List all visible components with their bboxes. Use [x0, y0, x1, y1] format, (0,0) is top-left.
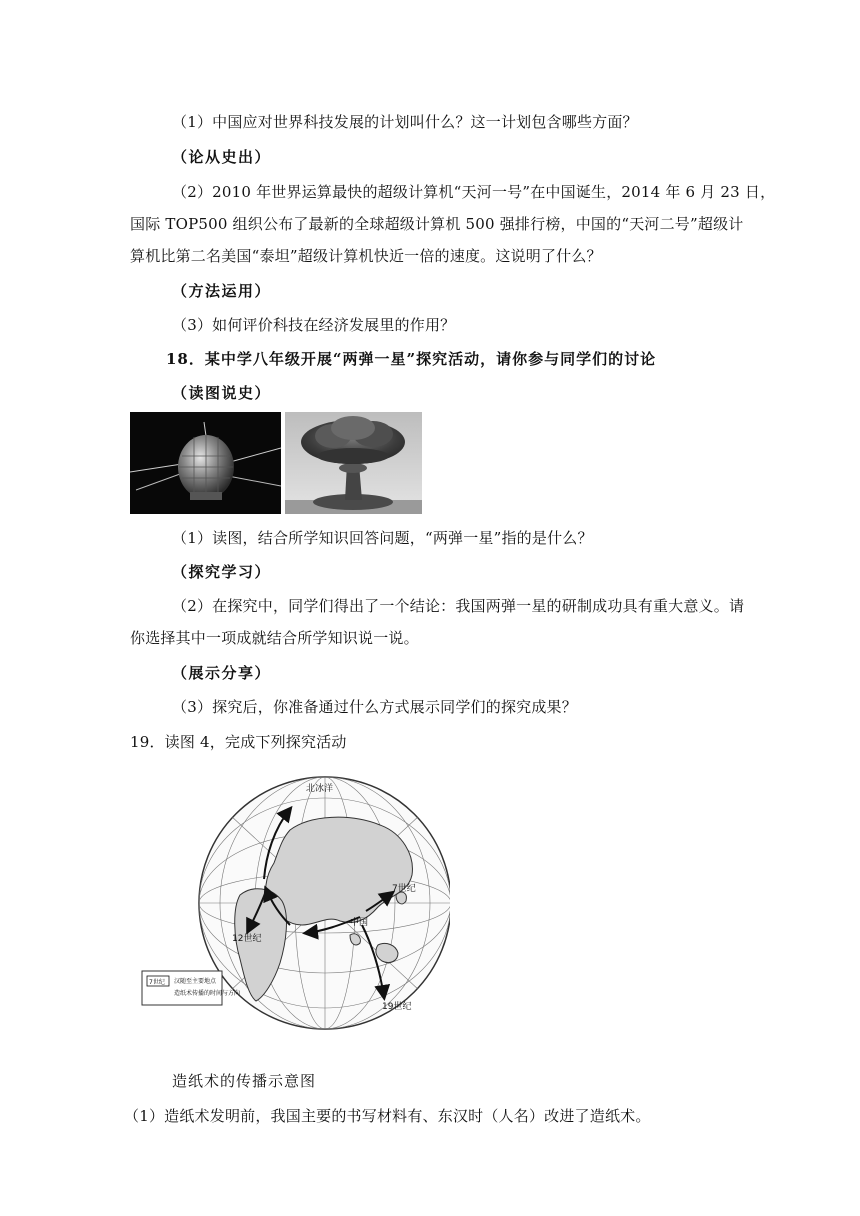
- q17-part2-line2: 国际 TOP500 组织公布了最新的全球超级计算机 500 强排行榜，中国的“天河二号”超级计: [130, 215, 744, 233]
- map-label-12th-century: 12世纪: [232, 934, 262, 944]
- mushroom-cloud-image: [285, 412, 422, 514]
- map-label-china: 中国: [350, 918, 369, 928]
- paper-spread-map: [140, 775, 450, 1055]
- legend-key: 7世纪: [149, 979, 165, 986]
- q17-part3: （3）如何评价科技在经济发展里的作用？: [172, 316, 456, 334]
- q19-stem: 19．读图 4，完成下列探究活动: [130, 733, 347, 751]
- satellite-photo: [130, 412, 281, 514]
- q18-part3: （3）探究后，你准备通过什么方式展示同学们的探究成果？: [172, 698, 577, 716]
- q18-heading-3: （展示分享）: [172, 664, 272, 682]
- map-label-19th-century: 19世纪: [382, 1002, 412, 1012]
- q18-stem: 18．某中学八年级开展“两弹一星”探究活动，请你参与同学们的讨论: [166, 350, 657, 368]
- q18-part2-line1: （2）在探究中，同学们得出了一个结论：我国两弹一星的研制成功具有重大意义。请: [172, 597, 745, 615]
- map-label-north: 北冰洋: [306, 784, 334, 794]
- map-label-7th-century: 7世纪: [392, 884, 416, 894]
- q17-heading-2: （论从史出）: [172, 148, 272, 166]
- q18-part2-line2: 你选择其中一项成就结合所学知识说一说。: [130, 629, 419, 647]
- globe-map-image: [140, 775, 450, 1055]
- map-caption: 造纸术的传播示意图: [172, 1072, 317, 1090]
- legend-line-2: 造纸术传播的时间与方向: [174, 990, 241, 997]
- q19-part1: （1）造纸术发明前，我国主要的书写材料有、东汉时（人名）改进了造纸术。: [124, 1107, 651, 1125]
- q17-part2-line3: 算机比第二名美国“泰坦”超级计算机快近一倍的速度。这说明了什么？: [130, 247, 602, 265]
- dongfanghong-satellite-image: [130, 412, 281, 514]
- q17-part2-line1: （2）2010 年世界运算最快的超级计算机“天河一号”在中国诞生，2014 年 6 月 23 日，: [172, 183, 776, 201]
- q17-heading-3: （方法运用）: [172, 282, 272, 300]
- q18-heading-1: （读图说史）: [172, 384, 272, 402]
- legend-line-1: 汉随至主要地点: [174, 978, 217, 985]
- q18-heading-2: （探究学习）: [172, 563, 272, 581]
- q18-part1: （1）读图，结合所学知识回答问题，“两弹一星”指的是什么？: [172, 529, 593, 547]
- q17-part1: （1）中国应对世界科技发展的计划叫什么？这一计划包含哪些方面？: [172, 113, 638, 131]
- nuclear-test-photo: [285, 412, 422, 514]
